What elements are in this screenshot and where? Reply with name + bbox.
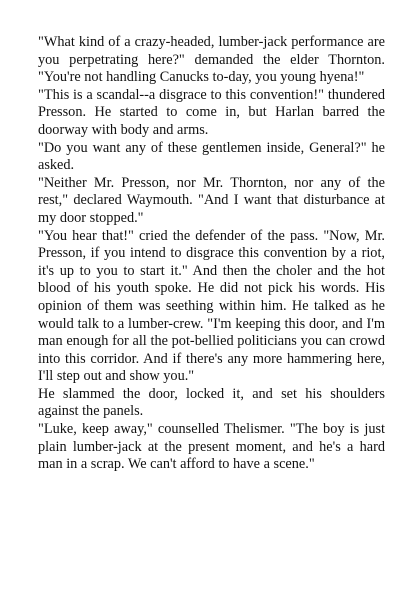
paragraph-3: "Do you want any of these gentlemen inside, General?" he asked. <box>38 139 385 174</box>
paragraph-2: "This is a scandal--a disgrace to this convention!" thundered Presson. He started to come in, but Harlan barred the doorway with body and arms. <box>38 86 385 138</box>
paragraph-4: "Neither Mr. Presson, nor Mr. Thornton, nor any of the rest," declared Waymouth. "And I want that disturbance at my door stopped." <box>38 174 385 226</box>
paragraph-5: "You hear that!" cried the defender of the pass. "Now, Mr. Presson, if you intend to disgrace this convention by a riot, it's up to you to start it." And then the choler and the hot blood of his youth spoke. He did not pick his words. His opinion of them was seething within him. He talked as he would talk to a lumber-crew. "I'm keeping this door, and I'm man enough for all the pot-bellied politicians you can crowd into this corridor. And if there's any more hammering here, I'll step out and show you." <box>38 227 385 385</box>
paragraph-6: He slammed the door, locked it, and set his shoulders against the panels. <box>38 385 385 420</box>
paragraph-7: "Luke, keep away," counselled Thelismer. "The boy is just plain lumber-jack at the present moment, and he's a hard man in a scrap. We can't afford to have a scene." <box>38 421 385 473</box>
paragraph-1: "What kind of a crazy-headed, lumber-jack performance are you perpetrating here?" demanded the elder Thornton. "You're not handling Canucks to-day, you young hyena!" <box>38 34 385 86</box>
page-text <box>38 34 385 474</box>
